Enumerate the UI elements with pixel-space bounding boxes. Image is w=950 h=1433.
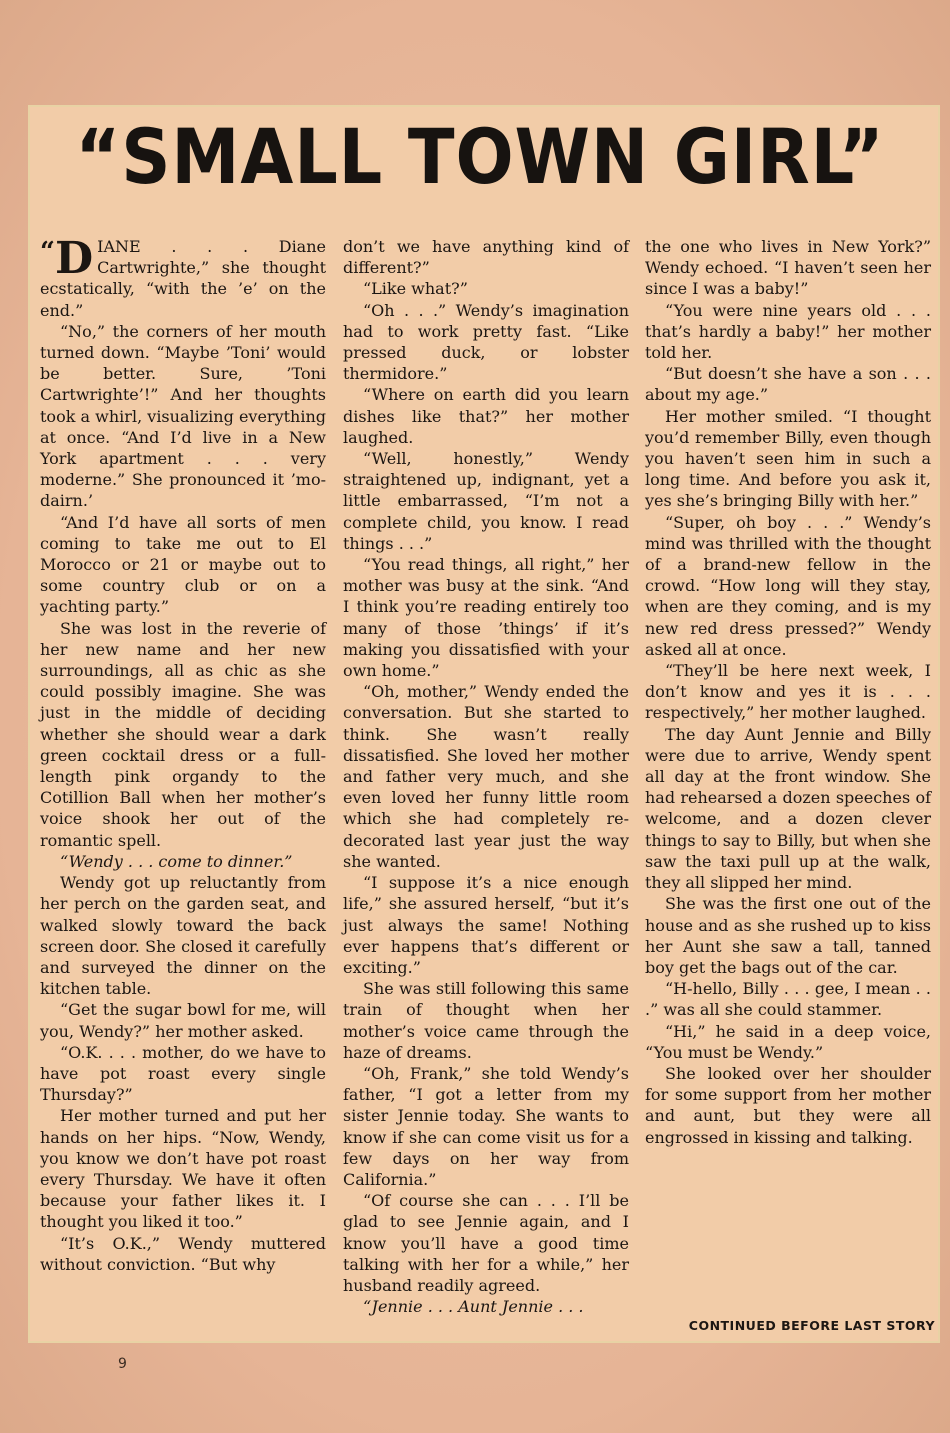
paragraph-text: “Wendy . . . come to dinner.”	[60, 851, 293, 871]
paragraph: She looked over her shoulder for some support from her mother and aunt, but they were all engrossed in kissing and talking.	[645, 1063, 931, 1147]
paragraph: Her mother smiled. “I thought you’d remember Billy, even though you haven’t seen him in such a long time. And before you ask it, yes she’s bringing Billy with her.”	[645, 406, 931, 511]
paragraph-text: “Jennie . . . Aunt Jennie . . .	[363, 1297, 584, 1317]
paragraph: She was lost in the reverie of her new name and her new surroundings, all as chic as she could possibly imagine. She was just in the middle of deciding whether she should wear a dark green cocktail dress or a full-length pink organdy to the Cotillion Ball when her mother’s voice shook her out of the romantic spell.	[40, 618, 326, 850]
paragraph: “Well, honestly,” Wendy straightened up, indignant, yet a little embarrassed, “I’m not a complete child, you know. I read things . . .”	[343, 449, 629, 553]
dropcap: D	[54, 233, 94, 284]
paragraph: “Oh . . .” Wendy’s imagination had to work pretty fast. “Like pressed duck, or lobster thermidore.”	[343, 300, 629, 384]
page-number: 9	[118, 1356, 127, 1372]
paragraph: “You were nine years old . . . that’s hardly a baby!” her mother told her.	[645, 300, 931, 363]
column-1	[40, 233, 326, 1275]
paragraph: “H-hello, Billy . . . gee, I mean . . .” was all she could stammer.	[645, 979, 931, 1020]
paragraph: “I suppose it’s a nice enough life,” she assured herself, “but it’s just always the same! Nothing ever happens that’s different or exciting.”	[343, 873, 629, 977]
paragraph: “O.K. . . . mother, do we have to have pot roast every single Thursday?”	[40, 1042, 326, 1105]
paragraph: “Hi,” he said in a deep voice, “You must be Wendy.”	[645, 1021, 931, 1062]
paragraph: The day Aunt Jennie and Billy were due to arrive, Wendy spent all day at the front window. She had rehearsed a dozen speeches of welcome, and a dozen clever things to say to Billy, but when she saw the taxi pull up at the walk, they all slipped her mind.	[645, 724, 931, 893]
column-3	[645, 236, 931, 1148]
paragraph: “Super, oh boy . . .” Wendy’s mind was thrilled with the thought of a brand-new fellow in the crowd. “How long will they stay, when are they coming, and is my new red dress pressed?” Wendy asked all at once.	[645, 512, 931, 659]
paragraph: the one who lives in New York?” Wendy echoed. “I haven’t seen her since I was a baby!”	[645, 237, 931, 299]
paragraph: “Of course she can . . . I’ll be glad to see Jennie again, and I know you’ll have a good time talking with her for a while,” her husband readily agreed.	[343, 1191, 629, 1295]
paragraph: She was still following this same train of thought when her mother’s voice came through the haze of dreams.	[343, 979, 629, 1062]
paragraph: “Oh, Frank,” she told Wendy’s father, “I got a letter from my sister Jennie today. She wants to know if she can come visit us for a few days on her way from California.”	[343, 1063, 629, 1189]
paragraph: Wendy got up reluctantly from her perch on the garden seat, and walked slowly toward the back screen door. She closed it carefully and surveyed the dinner on the kitchen table.	[40, 873, 326, 999]
paragraph: “You read things, all right,” her mother was busy at the sink. “And I think you’re reading entirely too many of those ’things’ if it’s making you dissatisfied with your own home.”	[343, 555, 629, 681]
dropcap-quote: “	[40, 237, 55, 267]
paragraph: “Like what?”	[363, 279, 468, 299]
paragraph: “No,” the corners of her mouth turned down. “Maybe ’Toni’ would be better. Sure, ’Toni Cartwrighte’!” And her thoughts took a whirl, visualizing everything at once. “And I’d live in a New York apartment . . . very moderne.” She pronounced it ’mo-dairn.’	[40, 321, 326, 511]
paragraph	[40, 851, 326, 872]
paragraph: “They’ll be here next week, I don’t know and yes it is . . . respectively,” her mother laughed.	[645, 661, 931, 723]
story-title: “SMALL TOWN GIRL”	[75, 112, 885, 201]
paragraph: “It’s O.K.,” Wendy muttered without conviction. “But why	[40, 1233, 326, 1274]
column-2	[343, 236, 629, 1317]
paragraph: “Get the sugar bowl for me, will you, Wendy?” her mother asked.	[40, 1000, 326, 1041]
paragraph: “Where on earth did you learn dishes like that?” her mother laughed.	[343, 385, 629, 447]
paragraph	[40, 233, 326, 321]
continued-note: CONTINUED BEFORE LAST STORY	[688, 1318, 935, 1333]
paragraph: “And I’d have all sorts of men coming to take me out to El Morocco or 21 or maybe out to some country club or on a yachting party.”	[40, 512, 326, 617]
paragraph-text: IANE . . . Diane Cartwrighte,” she thought ecstatically, “with the ’e’ on the end.”	[40, 237, 326, 320]
paragraph: Her mother turned and put her hands on her hips. “Now, Wendy, you know we don’t have pot roast every Thursday. We have it often because your father likes it. I thought you liked it too.”	[40, 1106, 326, 1232]
paragraph: “Oh, mother,” Wendy ended the conversation. But she started to think. She wasn’t really dissatisfied. She loved her mother and father very much, and she even loved her funny little room which she had completely re-decorated last year just the way she wanted.	[343, 682, 629, 871]
paragraph: She was the first one out of the house and as she rushed up to kiss her Aunt she saw a tall, tanned boy get the bags out of the car.	[645, 894, 931, 977]
paragraph: “But doesn’t she have a son . . . about my age.”	[645, 364, 931, 405]
paragraph	[343, 1296, 629, 1317]
paragraph: don’t we have anything kind of different?”	[343, 237, 629, 278]
